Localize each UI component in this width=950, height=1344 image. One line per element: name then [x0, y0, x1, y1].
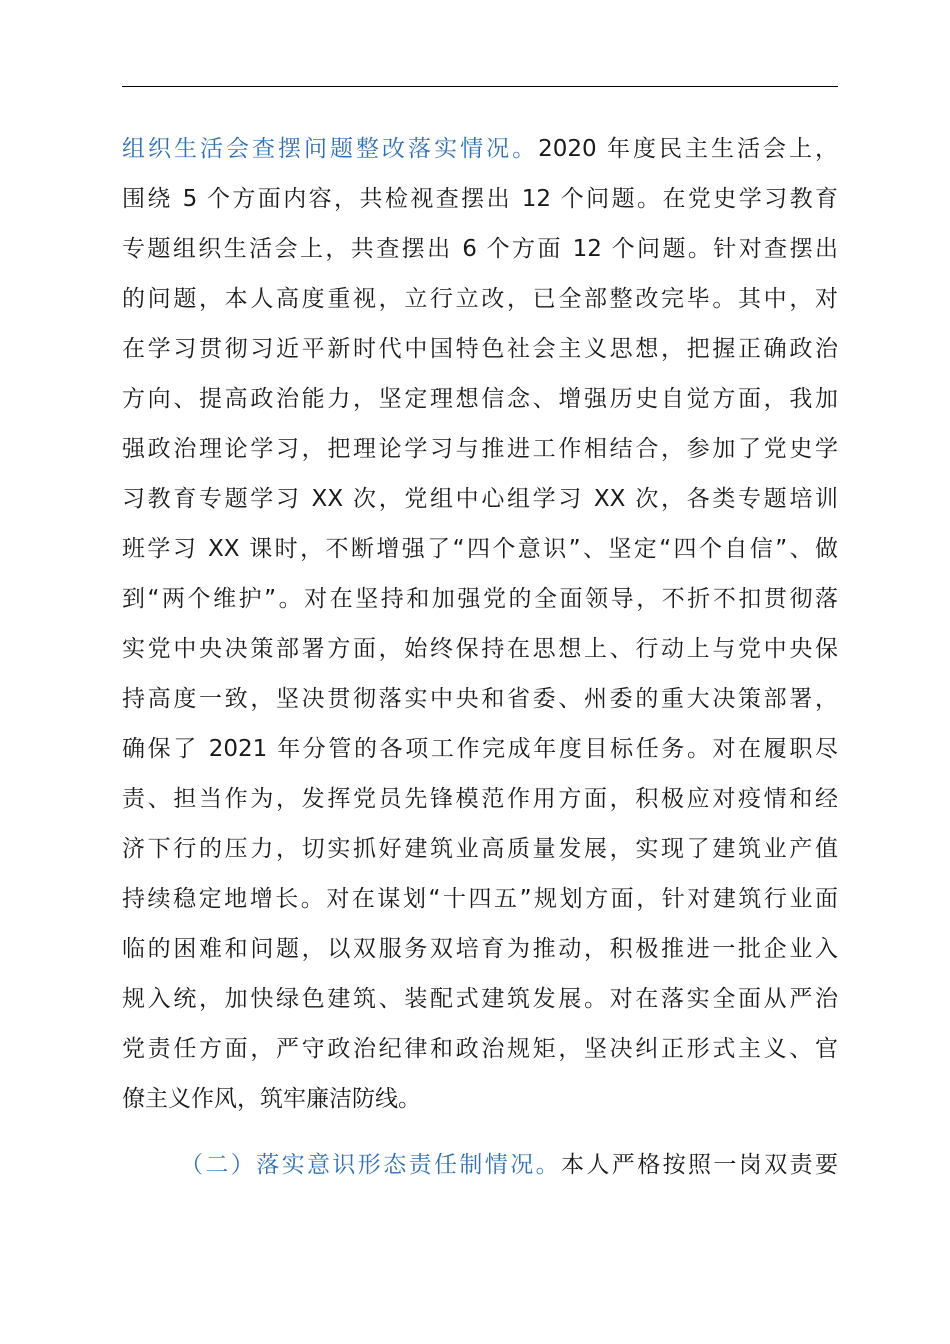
body-line: 党责任方面，严守政治纪律和政治规矩，坚决纠正形式主义、官	[122, 1036, 838, 1062]
body-line: 习教育专题学习 XX 次，党组中心组学习 XX 次，各类专题培训	[122, 486, 838, 512]
body-line: 持高度一致，坚决贯彻落实中央和省委、州委的重大决策部署，	[122, 686, 838, 712]
paragraph-2-line-1-text: 本人严格按照一岗双责要	[561, 1152, 839, 1178]
body-line: 班学习 XX 课时，不断增强了“四个意识”、坚定“四个自信”、做	[122, 536, 838, 562]
body-line: 强政治理论学习，把理论学习与推进工作相结合，参加了党史学	[122, 436, 838, 462]
body-line: 临的困难和问题，以双服务双培育为推动，积极推进一批企业入	[122, 936, 838, 962]
body-line: 方向、提高政治能力，坚定理想信念、增强历史自觉方面，我加	[122, 386, 838, 412]
body-line: 济下行的压力，切实抓好建筑业高质量发展，实现了建筑业产值	[122, 836, 838, 862]
paragraph-1-line-1	[122, 124, 838, 174]
body-line: 僚主义作风，筑牢廉洁防线。	[122, 1086, 421, 1112]
body-line: 的问题，本人高度重视，立行立改，已全部整改完毕。其中，对	[122, 286, 838, 312]
paragraph-1	[122, 124, 838, 1124]
body-line: 专题组织生活会上，共查摆出 6 个方面 12 个问题。针对查摆出	[122, 236, 838, 262]
body-line: 责、担当作为，发挥党员先锋模范作用方面，积极应对疫情和经	[122, 786, 838, 812]
body-line: 围绕 5 个方面内容，共检视查摆出 12 个问题。在党史学习教育	[122, 186, 838, 212]
body-line: 持续稳定地增长。对在谋划“十四五”规划方面，针对建筑行业面	[122, 886, 838, 912]
paragraph-1-heading: 组织生活会查摆问题整改落实情况。	[122, 136, 539, 162]
paragraph-2-line-1	[122, 1140, 838, 1190]
body-line: 实党中央决策部署方面，始终保持在思想上、行动上与党中央保	[122, 636, 838, 662]
body-line: 在学习贯彻习近平新时代中国特色社会主义思想，把握正确政治	[122, 336, 838, 362]
paragraph-2	[122, 1140, 838, 1190]
header-rule	[122, 86, 838, 87]
paragraph-2-heading: （二）落实意识形态责任制情况。	[180, 1152, 561, 1178]
body-line: 规入统，加快绿色建筑、装配式建筑发展。对在落实全面从严治	[122, 986, 838, 1012]
body-line: 到“两个维护”。对在坚持和加强党的全面领导，不折不扣贯彻落	[122, 586, 838, 612]
body-line: 确保了 2021 年分管的各项工作完成年度目标任务。对在履职尽	[122, 736, 838, 762]
paragraph-1-line-1-text: 2020 年度民主生活会上，	[538, 136, 838, 162]
